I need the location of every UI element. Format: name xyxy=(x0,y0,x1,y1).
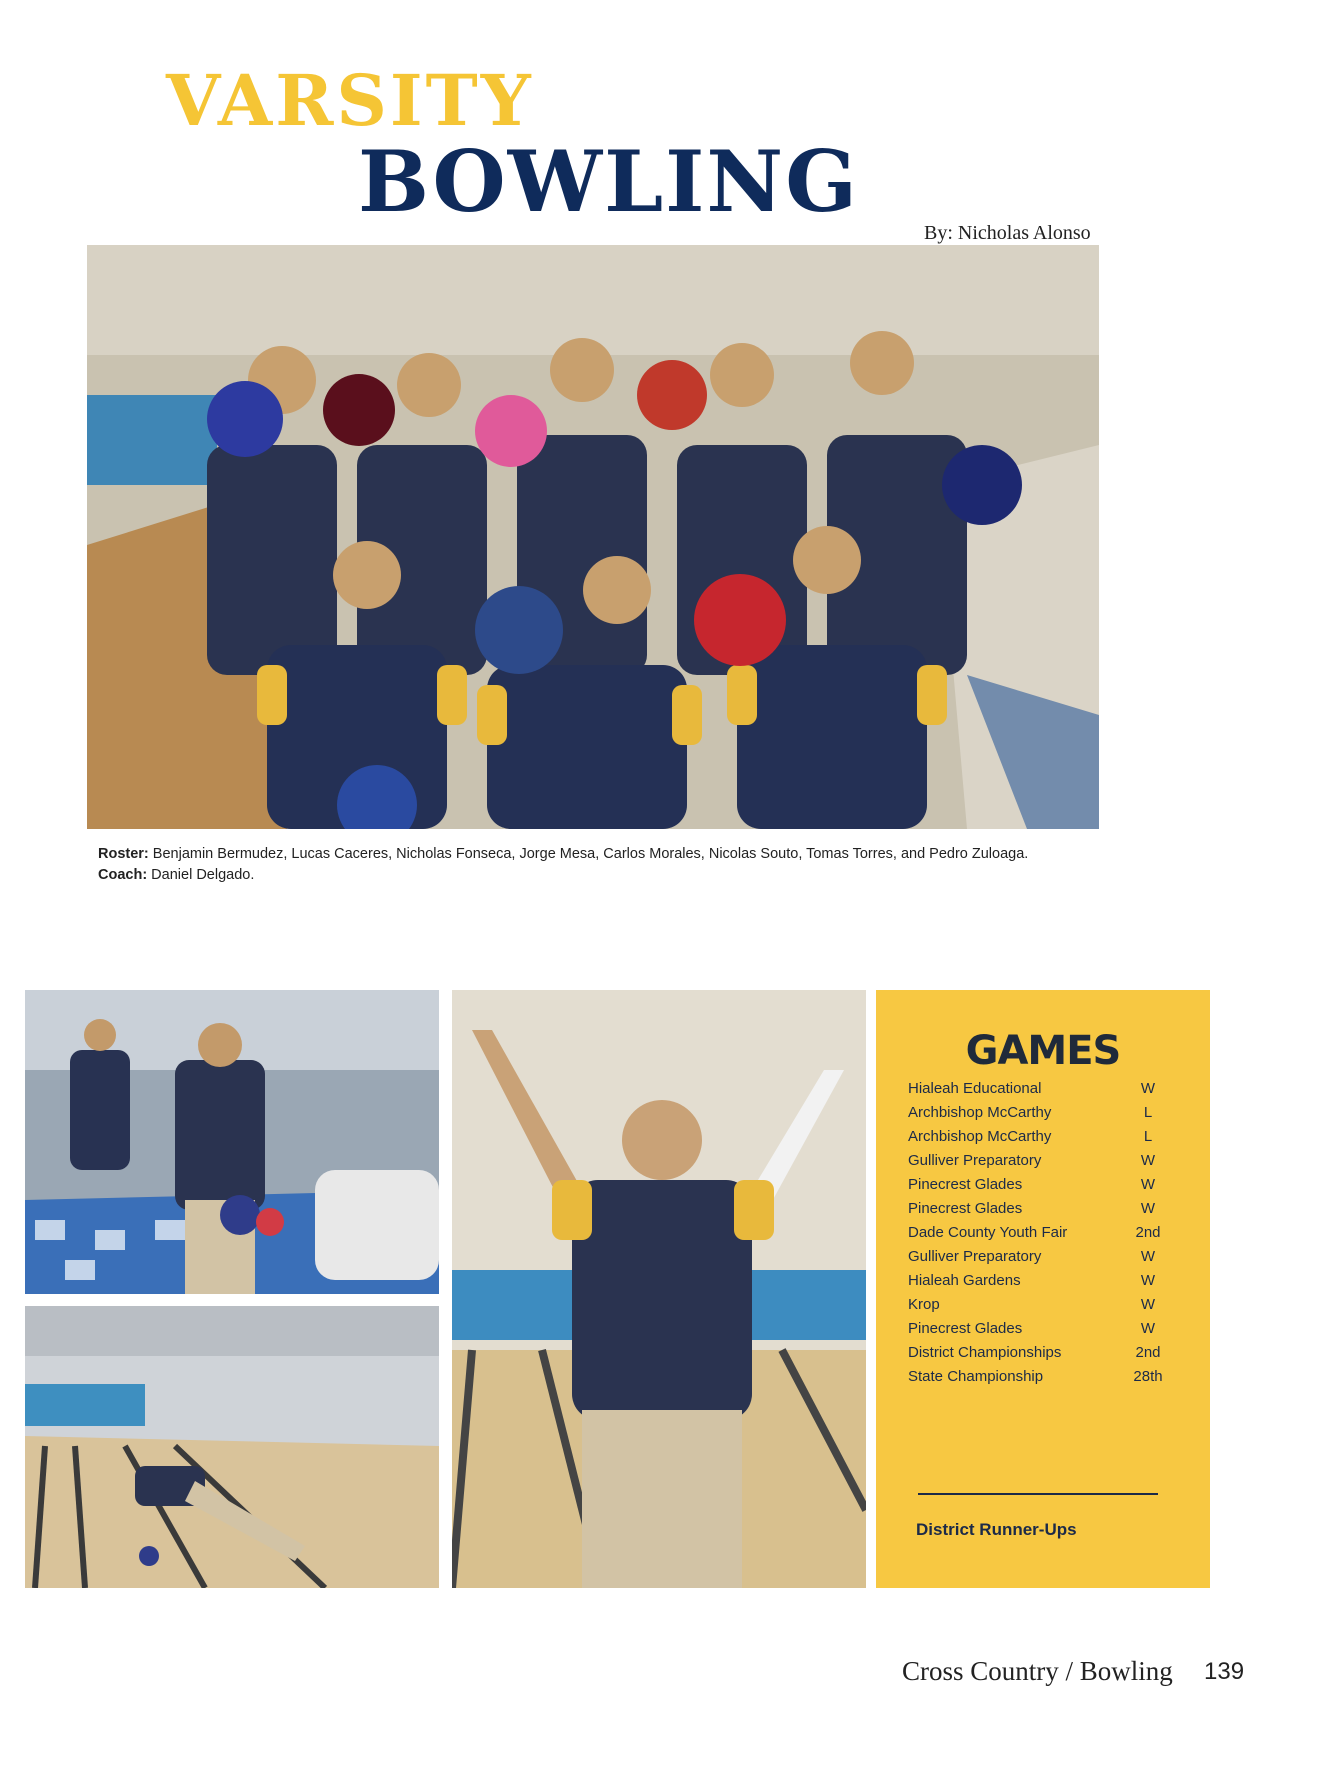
game-row xyxy=(908,1344,1168,1368)
title-bowling: BOWLING xyxy=(358,132,859,231)
game-row xyxy=(908,1176,1168,1200)
game-result: W xyxy=(1140,1080,1156,1097)
game-opponent: Pinecrest Glades xyxy=(908,1176,1023,1193)
roster-label: Roster: xyxy=(98,846,149,862)
divider xyxy=(918,1493,1158,1495)
game-result: L xyxy=(1143,1104,1153,1121)
game-opponent: Dade County Youth Fair xyxy=(908,1224,1068,1241)
bowler-release-photo xyxy=(25,1306,439,1588)
game-row xyxy=(908,1368,1168,1392)
game-result: W xyxy=(1140,1248,1156,1265)
byline: By: Nicholas Alonso xyxy=(924,222,1091,244)
game-result: L xyxy=(1143,1128,1153,1145)
game-row xyxy=(908,1296,1168,1320)
title-varsity: VARSITY xyxy=(166,59,534,142)
roster-caption xyxy=(98,844,1078,886)
games-title: GAMES xyxy=(965,1028,1121,1074)
game-opponent: Gulliver Preparatory xyxy=(908,1248,1042,1265)
game-result: W xyxy=(1140,1176,1156,1193)
game-result: W xyxy=(1140,1272,1156,1289)
game-result: W xyxy=(1140,1296,1156,1313)
game-result: W xyxy=(1140,1320,1156,1337)
game-opponent: Archbishop McCarthy xyxy=(908,1128,1052,1145)
game-result: 2nd xyxy=(1135,1224,1161,1241)
game-opponent: State Championship xyxy=(908,1368,1044,1385)
game-row xyxy=(908,1248,1168,1272)
game-result: W xyxy=(1140,1200,1156,1217)
team-photo xyxy=(87,245,1099,829)
game-row xyxy=(908,1272,1168,1296)
game-opponent: Gulliver Preparatory xyxy=(908,1152,1042,1169)
game-opponent: Pinecrest Glades xyxy=(908,1200,1023,1217)
coach-label: Coach: xyxy=(98,867,148,883)
game-result: 28th xyxy=(1133,1368,1163,1385)
games-list xyxy=(908,1080,1168,1392)
game-result: W xyxy=(1140,1152,1156,1169)
game-opponent: Archbishop McCarthy xyxy=(908,1104,1052,1121)
game-opponent: Hialeah Educational xyxy=(908,1080,1042,1097)
page-number: 139 xyxy=(1204,1658,1245,1685)
game-row xyxy=(908,1320,1168,1344)
game-opponent: Pinecrest Glades xyxy=(908,1320,1023,1337)
game-opponent: Krop xyxy=(908,1296,940,1313)
game-result: 2nd xyxy=(1135,1344,1161,1361)
bowler-arms-raised-photo xyxy=(452,990,866,1588)
bowler-holding-ball-photo xyxy=(25,990,439,1294)
game-row xyxy=(908,1128,1168,1152)
coach-name: Daniel Delgado. xyxy=(147,867,255,883)
game-opponent: Hialeah Gardens xyxy=(908,1272,1021,1289)
section-title: Cross Country / Bowling xyxy=(902,1656,1173,1686)
game-opponent: District Championships xyxy=(908,1344,1062,1361)
game-row xyxy=(908,1224,1168,1248)
game-row xyxy=(908,1200,1168,1224)
game-row xyxy=(908,1152,1168,1176)
games-panel xyxy=(876,990,1210,1588)
roster-names: Benjamin Bermudez, Lucas Caceres, Nicholas Fonseca, Jorge Mesa, Carlos Morales, Nicolas Souto, Tomas Torres, and Pedro Zuloaga. xyxy=(148,846,1029,862)
season-summary: District Runner-Ups xyxy=(916,1520,1077,1539)
game-row xyxy=(908,1104,1168,1128)
game-row xyxy=(908,1080,1168,1104)
